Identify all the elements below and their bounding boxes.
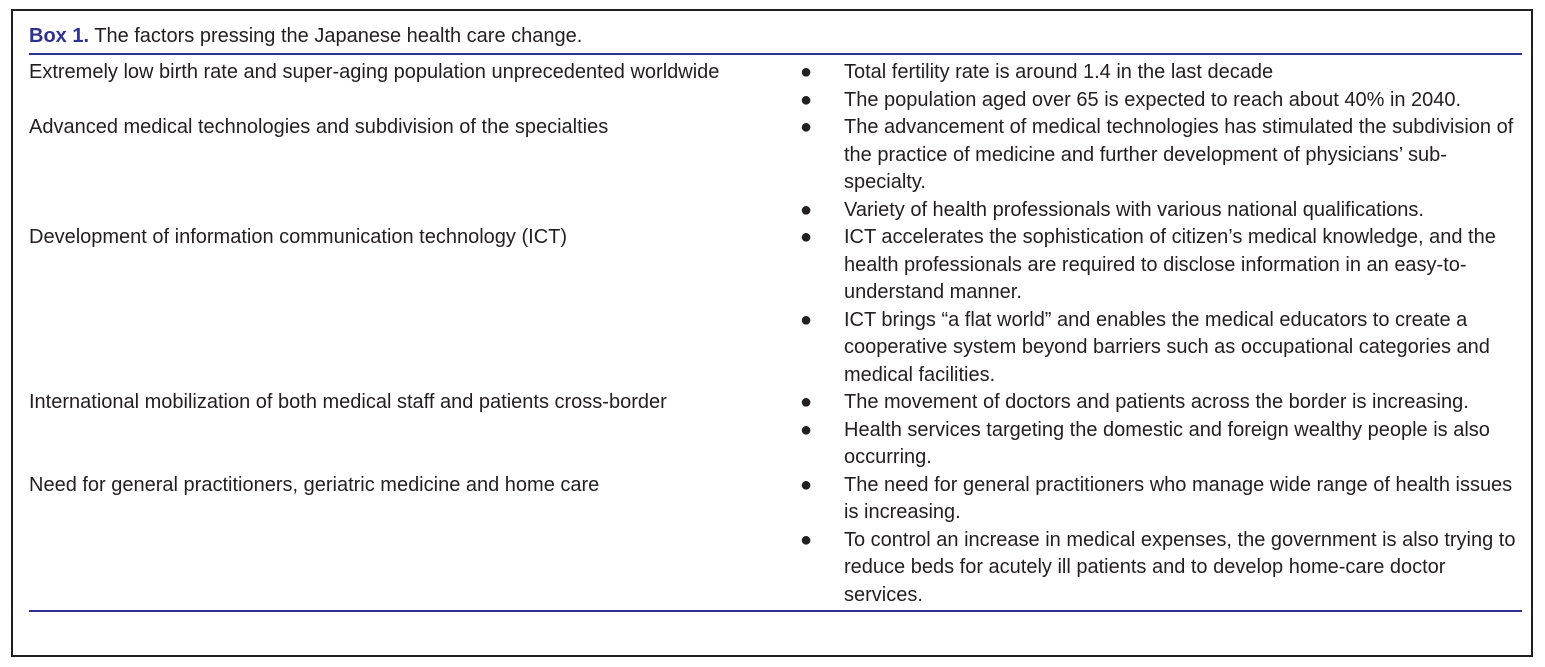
bullet-icon: ●: [800, 391, 813, 413]
table-row: [29, 389, 1524, 472]
bullet-icon: ●: [800, 88, 813, 111]
detail-list: [795, 389, 1524, 472]
box-header: [29, 23, 582, 49]
list-item: [795, 307, 1524, 390]
list-item: [795, 417, 1524, 472]
detail-text: ICT brings “a flat world” and enables the medical educators to create a cooperative system beyond barriers such as occupational categories and medical facilities.: [844, 308, 1490, 386]
detail-text: The movement of doctors and patients across the border is increasing.: [844, 391, 1469, 413]
bullet-icon: ●: [800, 226, 813, 248]
list-item: [795, 197, 1524, 225]
table-row: [29, 472, 1524, 610]
detail-list: [795, 224, 1524, 389]
bullet-icon: ●: [800, 198, 813, 221]
factor-cell: Advanced medical technologies and subdivision of the specialties: [29, 116, 609, 138]
factor-cell: Need for general practitioners, geriatric medicine and home care: [29, 473, 600, 496]
table-row: [29, 114, 1524, 224]
table-row: [29, 224, 1524, 389]
bullet-icon: ●: [800, 116, 813, 138]
detail-text: ICT accelerates the sophistication of citizen’s medical knowledge, and the health professionals are required to disclose information in an easy-to-understand manner.: [844, 226, 1496, 303]
list-item: [795, 224, 1524, 307]
bullet-icon: ●: [800, 308, 813, 331]
detail-text: Total fertility rate is around 1.4 in the last decade: [844, 61, 1274, 83]
list-item: [795, 389, 1524, 417]
detail-list: [795, 59, 1524, 114]
bullet-icon: ●: [800, 528, 813, 551]
detail-text: To control an increase in medical expenses, the government is also trying to reduce beds for acutely ill patients and to develop home-care doctor services.: [844, 528, 1516, 606]
detail-text: Variety of health professionals with various national qualifications.: [844, 198, 1424, 221]
detail-text: The population aged over 65 is expected to reach about 40% in 2040.: [844, 88, 1462, 111]
list-item: [795, 87, 1524, 115]
list-item: [795, 472, 1524, 527]
table-row: [29, 59, 1524, 114]
bullet-icon: ●: [800, 473, 813, 496]
detail-text: Health services targeting the domestic and foreign wealthy people is also occurring.: [844, 418, 1490, 468]
detail-text: The advancement of medical technologies has stimulated the subdivision of the practice of medicine and further development of physicians’ sub-specialty.: [844, 116, 1514, 193]
footer-rule: [29, 610, 1522, 612]
factor-cell: Development of information communication technology (ICT): [29, 226, 568, 248]
header-rule: [29, 53, 1522, 55]
factor-table: [29, 59, 1524, 609]
list-item: [795, 527, 1524, 610]
list-item: [795, 114, 1524, 197]
detail-list: [795, 472, 1524, 610]
box-label: Box 1.: [29, 25, 90, 47]
detail-list: [795, 114, 1524, 224]
factor-cell: International mobilization of both medical staff and patients cross-border: [29, 391, 667, 413]
bullet-icon: ●: [800, 61, 813, 83]
box-frame: [11, 9, 1533, 657]
list-item: [795, 59, 1524, 87]
detail-text: The need for general practitioners who manage wide range of health issues is increasing.: [844, 473, 1513, 523]
bullet-icon: ●: [800, 418, 813, 441]
box-title: The factors pressing the Japanese health care change.: [94, 25, 583, 47]
factor-cell: Extremely low birth rate and super-aging population unprecedented worldwide: [29, 61, 720, 83]
